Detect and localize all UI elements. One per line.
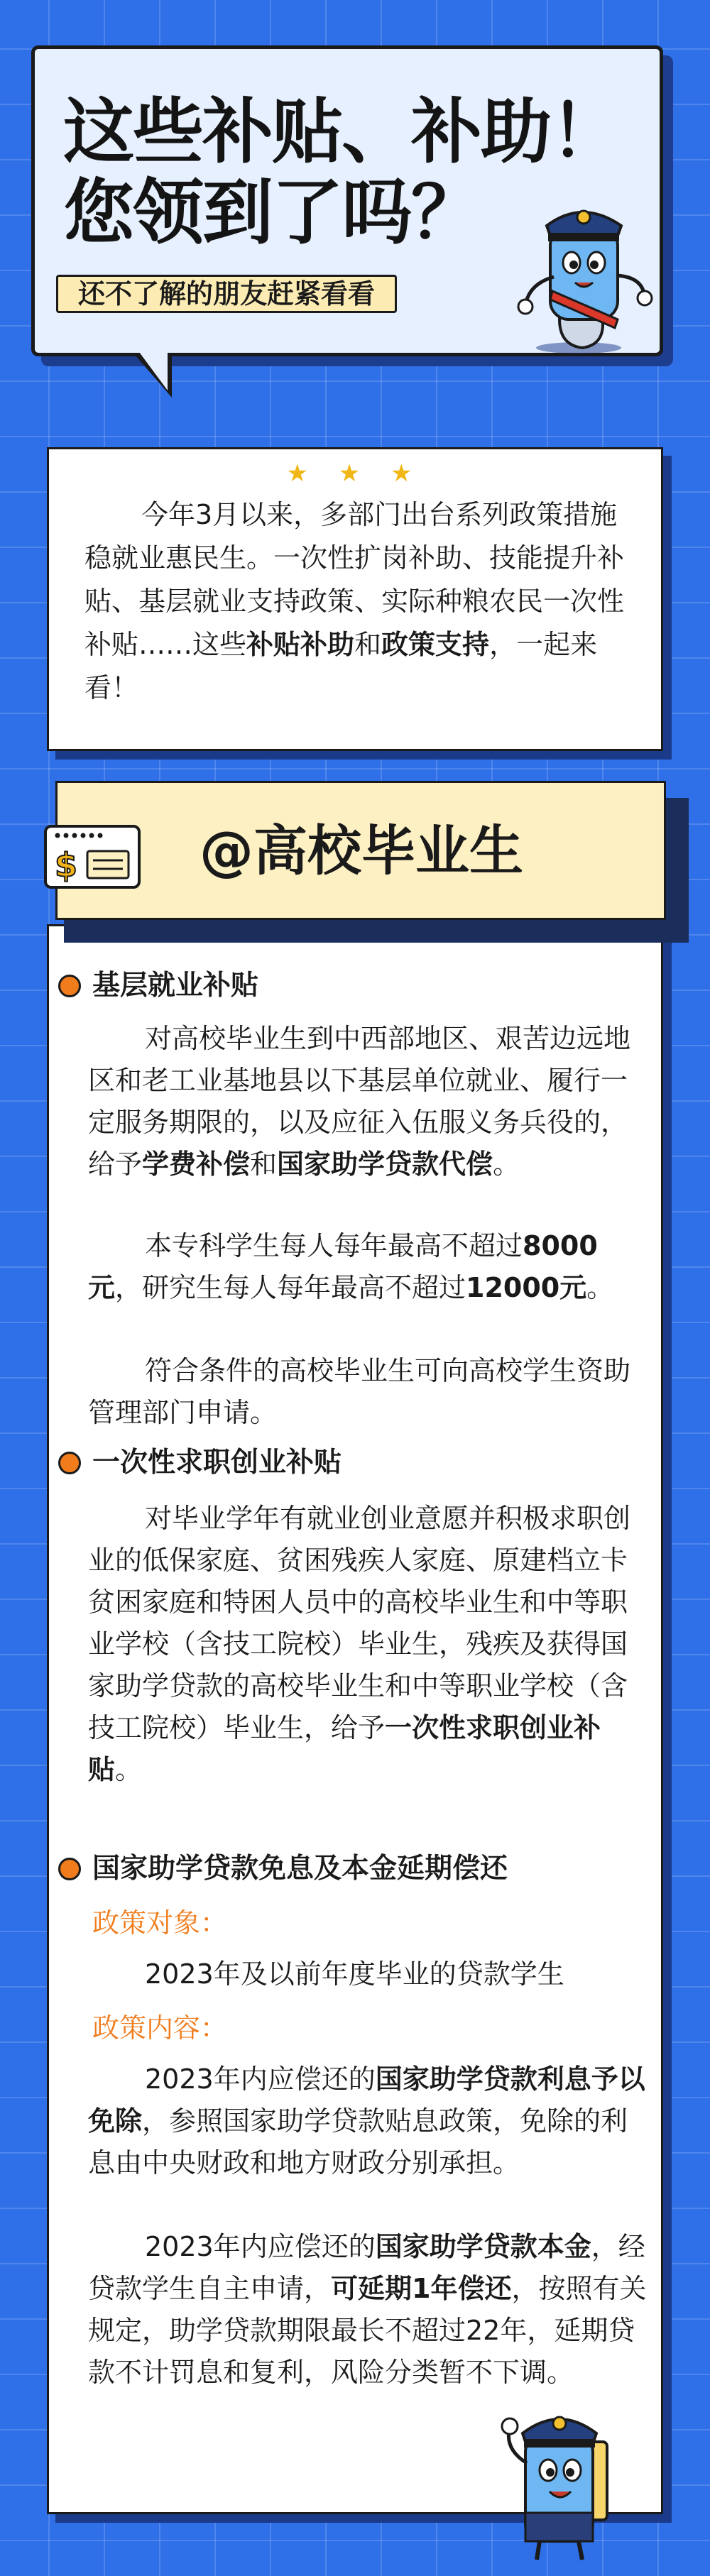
text-seg: ，经贷款学生自主申请，	[88, 2231, 645, 2304]
text-seg: 2023年内应偿还的	[145, 2231, 376, 2262]
item2-paragraph1	[88, 1498, 649, 1791]
policy-content-label: 政策内容：	[92, 2012, 228, 2044]
item1-paragraph2	[88, 1225, 649, 1309]
bold-interest-free: 国家助学贷款利息予以免除	[88, 2063, 645, 2137]
money-bill-icon	[43, 824, 141, 889]
intro-card	[47, 447, 663, 751]
text-seg: 和	[250, 1149, 278, 1180]
text-seg: 对高校毕业生到中西部地区、艰苦边远地区和老工业基地县以下基层单位就业、履行一定服务期限的，以及应征入伍服义务兵役的，给予	[88, 1023, 631, 1180]
intro-text-seg3: ，一起来看！	[84, 629, 598, 703]
bold-job-subsidy: 一次性求职创业补贴	[88, 1712, 601, 1785]
text-seg: 。	[493, 1149, 520, 1180]
bold-loan-repay: 国家助学贷款代偿	[277, 1149, 493, 1180]
orange-bullet-icon	[58, 1858, 81, 1880]
policy-target-text: 2023年及以前年度毕业的贷款学生	[145, 1958, 564, 1990]
text-seg: 。	[586, 1272, 614, 1303]
text-seg: ，按照有关规定，助学贷款期限最长不超过22年，延期贷款不计罚息和复利，风险分类暂不下调。	[88, 2273, 647, 2388]
section-title: @高校毕业生	[200, 819, 523, 882]
text-seg: 本专科学生每人每年最高不超过	[145, 1230, 523, 1261]
svg-text:$: $	[55, 846, 78, 884]
orange-bullet-icon	[58, 975, 81, 997]
item-heading-text: 基层就业补贴	[92, 970, 259, 1002]
item-heading-text: 国家助学贷款免息及本金延期偿还	[92, 1853, 508, 1885]
intro-bold-subsidy: 补贴补助	[246, 629, 355, 660]
police-mascot-illustration	[511, 192, 653, 355]
intro-text-seg1: 今年3月以来，多部门出台系列政策措施稳就业惠民生。一次性扩岗补助、技能提升补贴、基层就业支持政策、实际种粮农民一次性补贴……这些	[84, 499, 625, 660]
item-heading-grassroots	[58, 968, 258, 1004]
police-mascot-saluting-illustration	[497, 2399, 632, 2563]
subtitle-tag: 还不了解的朋友赶紧看看	[56, 275, 397, 313]
bubble-tail-fill	[139, 352, 168, 390]
text-seg: 2023年内应偿还的	[145, 2063, 376, 2095]
intro-bold-policy: 政策支持	[381, 629, 490, 660]
item3-paragraph1	[88, 2059, 649, 2184]
item1-paragraph3: 符合条件的高校毕业生可向高校学生资助管理部门申请。	[88, 1355, 631, 1428]
item-heading-student-loan	[58, 1851, 508, 1887]
item-heading-text: 一次性求职创业补贴	[92, 1447, 342, 1479]
text-seg: 对毕业学年有就业创业意愿并积极求职创业的低保家庭、贫困残疾人家庭、原建档立卡贫困家庭和特困人员中的高校毕业生和中等职业学校（含技工院校）毕业生，残疾及获得国家助学贷款的高校毕业生和中等职业学校（含技工院校）毕业生，给予	[88, 1503, 631, 1743]
text-seg: ，研究生每人每年最高不超过	[115, 1272, 466, 1303]
policy-target-label: 政策对象：	[92, 1907, 228, 1939]
intro-text-seg2: 和	[354, 629, 382, 660]
bold-defer: 可延期1年偿还	[331, 2273, 512, 2304]
section-banner	[55, 781, 666, 920]
bold-principal: 国家助学贷款本金	[375, 2231, 591, 2262]
star-icons: ★ ★ ★	[286, 459, 424, 488]
page-title-line1: 这些补贴、补助！	[63, 90, 620, 173]
text-seg: ，参照国家助学贷款贴息政策，免除的利息由中央财政和地方财政分别承担。	[88, 2105, 628, 2178]
page-title-line2: 您领到了吗？	[63, 171, 481, 254]
orange-bullet-icon	[58, 1452, 81, 1474]
item1-paragraph1	[88, 1018, 649, 1185]
item3-paragraph2	[88, 2226, 649, 2394]
item-heading-job-seeking	[58, 1445, 342, 1481]
bold-tuition: 学费补偿	[142, 1149, 251, 1180]
bold-8000: 8000元	[88, 1230, 598, 1303]
intro-paragraph	[84, 493, 630, 710]
bold-12000: 12000元	[466, 1272, 587, 1303]
text-seg: 。	[115, 1754, 143, 1785]
